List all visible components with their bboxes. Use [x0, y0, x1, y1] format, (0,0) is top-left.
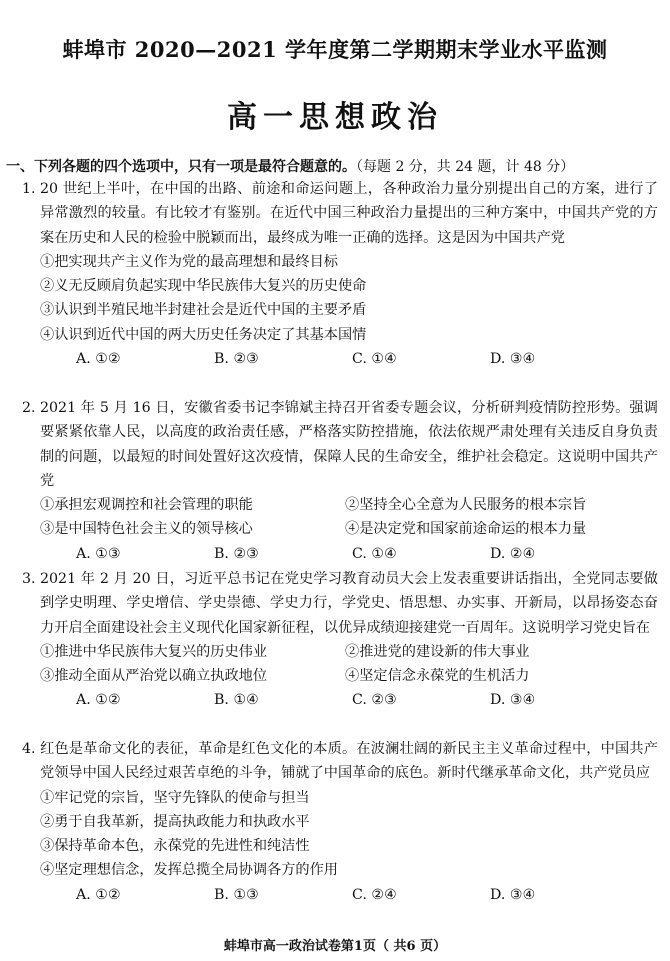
statement-item: ③保持革命本色，永葆党的先进性和纯洁性	[40, 838, 310, 855]
answer-choices	[40, 347, 658, 371]
section-heading	[6, 156, 574, 176]
section-points: （每题 2 分，共 24 题，计 48 分）	[356, 159, 575, 175]
statement-item: ①推进中华民族伟大复兴的历史伟业	[40, 643, 268, 660]
question-stem	[22, 396, 658, 493]
question-text: 2021 年 2 月 20 日，习近平总书记在党史学习教育动员大会上发表重要讲话指出，全党同志要做到学史明理、学史增信、学史崇德、学史力行，学党史、悟思想、办实事、开新局，以昂扬姿态奋力开启全面建设社会主义现代化国家新征程，以优异成绩迎接建党一百周年。这说明学习党史旨在	[40, 571, 658, 636]
choice-d: D. ③④	[490, 692, 536, 709]
statement-item: ④认识到近代中国的两大历史任务决定了其基本国情	[40, 326, 367, 343]
choice-d: D. ③④	[490, 886, 536, 903]
question-number: 4.	[22, 741, 36, 757]
question-text: 红色是革命文化的表征，革命是红色文化的本质。在波澜壮阔的新民主主义革命过程中，中国共产党领导中国人民经过艰苦卓绝的斗争，铺就了中国革命的底色。新时代继承革命文化，共产党员应	[40, 741, 658, 782]
statement-item: ③是中国特色社会主义的领导核心	[40, 521, 253, 538]
statement-item: ①牢记党的宗旨，坚守先锋队的使命与担当	[40, 789, 310, 806]
choice-c: C. ②③	[352, 692, 397, 709]
question-text: 2021 年 5 月 16 日，安徽省委书记李锦斌主持召开省委专题会议，分析研判疫情防控形势。强调要紧紧依靠人民，以高度的政治责任感，严格落实防控措施，依法依规严肃处理有关违反自身负责制的问题，以最短的时间处置好这次疫情，保障人民的生命安全，维护社会稳定。这说明中国共产党	[40, 400, 658, 489]
choice-c: C. ①④	[352, 545, 397, 562]
statement-item: ②推进党的建设新的伟大事业	[345, 643, 530, 660]
page-footer: 蚌埠市高一政治试卷第1页（ 共6 页）	[223, 939, 447, 954]
choice-a: A. ①②	[76, 692, 121, 709]
statement-list	[40, 640, 658, 689]
statement-item: ①把实现共产主义作为党的最高理想和最终目标	[40, 253, 338, 270]
choice-a: A. ①③	[76, 545, 121, 562]
question-4	[22, 737, 658, 907]
statement-list	[40, 493, 658, 542]
choice-d: D. ②④	[490, 545, 536, 562]
question-1	[22, 177, 658, 371]
statement-item: ②义无反顾肩负起实现中华民族伟大复兴的历史使命	[40, 278, 367, 295]
choice-a: A. ①②	[76, 351, 121, 368]
statement-item: ①承担宏观调控和社会管理的职能	[40, 497, 253, 514]
section-instruction: 一、下列各题的四个选项中，只有一项是最符合题意的。	[6, 159, 356, 175]
choice-b: B. ②③	[214, 545, 259, 562]
statement-item: ②坚持全心全意为人民服务的根本宗旨	[345, 497, 587, 514]
choice-a: A. ①②	[76, 886, 121, 903]
question-number: 2.	[22, 400, 36, 416]
statement-list	[40, 786, 658, 883]
statement-list	[40, 250, 658, 347]
choice-b: B. ①③	[214, 886, 259, 903]
exam-title: 蚌埠市 2020—2021 学年度第二学期期末学业水平监测	[62, 37, 608, 62]
question-3	[22, 567, 658, 713]
statement-item: ④坚定信念永葆党的生机活力	[345, 668, 530, 685]
choice-c: C. ②④	[352, 886, 397, 903]
statement-item: ④坚定理想信念，发挥总揽全局协调各方的作用	[40, 862, 338, 879]
choice-b: B. ①④	[214, 692, 259, 709]
question-stem	[22, 567, 658, 640]
statement-item: ④是决定党和国家前途命运的根本力量	[345, 521, 587, 538]
question-2	[22, 396, 658, 566]
answer-choices	[40, 883, 658, 907]
question-stem	[22, 737, 658, 786]
statement-item: ③推动全面从严治党以确立执政地位	[40, 668, 268, 685]
choice-c: C. ①④	[352, 351, 397, 368]
statement-item: ③认识到半殖民地半封建社会是近代中国的主要矛盾	[40, 302, 367, 319]
subject-title: 高一思想政治	[227, 100, 443, 135]
question-number: 3.	[22, 571, 36, 587]
question-number: 1.	[22, 181, 36, 197]
answer-choices	[40, 542, 658, 566]
question-stem	[22, 177, 658, 250]
answer-choices	[40, 688, 658, 712]
question-text: 20 世纪上半叶，在中国的出路、前途和命运问题上，各种政治力量分别提出自己的方案，进行了异常激烈的较量。有比较才有鉴别。在近代中国三种政治力量提出的三种方案中，中国共产党的方案在历史和人民的检验中脱颖而出，最终成为唯一正确的选择。这是因为中国共产党	[40, 181, 658, 246]
statement-item: ②勇于自我革新，提高执政能力和执政水平	[40, 813, 310, 830]
choice-d: D. ③④	[490, 351, 536, 368]
choice-b: B. ②③	[214, 351, 259, 368]
